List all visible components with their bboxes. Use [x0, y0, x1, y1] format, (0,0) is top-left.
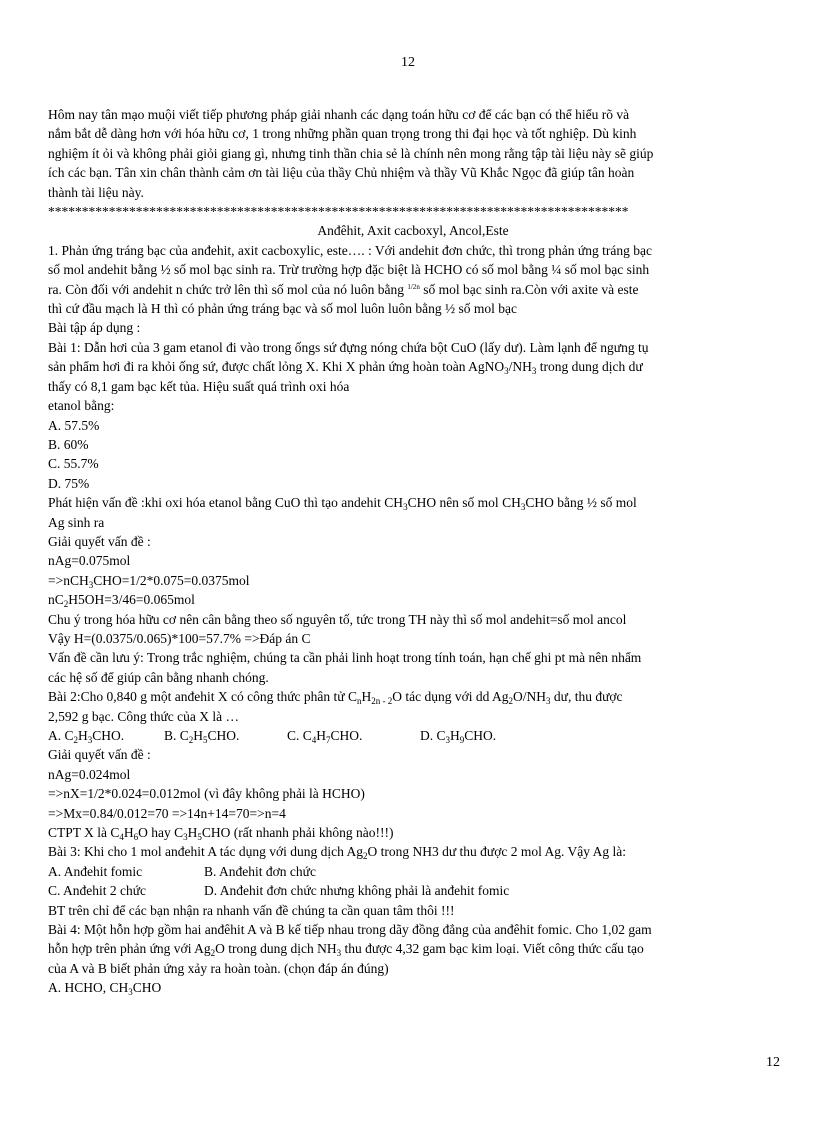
bai2-solution: =>nX=1/2*0.024=0.012mol (vì đây không phải là HCHO): [48, 786, 365, 802]
bai1-result: Vậy H=(0.0375/0.065)*100=57.7% =>Đáp án C: [48, 630, 311, 646]
bai2-option-c: C. $C_4H_7CHO$.: [287, 728, 363, 745]
bai1-solution: $nC_2H5OH=3/46=0.065mol$: [48, 592, 195, 610]
page-number-bottom: 12: [766, 1055, 780, 1070]
page-number-top: 12: [401, 55, 415, 70]
bai1-option: A. 57.5%: [48, 417, 100, 433]
bai1-detect: Phát hiện vấn đề :khi oxi hóa etanol bằng CuO thì tạo andehit $CH_3CHO$ nên số mol $CH_3CHO$ bằng ½ số mol: [48, 495, 637, 513]
intro-line: nghiệm ít ỏi và không phải giỏi giang gì, nhưng tinh thần chia sẻ là chính nên mong rằng tập tài liệu này sẽ giúp: [48, 145, 654, 161]
rule-line: số mol andehit bằng ½ số mol bạc sinh ra. Trừ trường hợp đặc biệt là HCHO có số mol bằng ¼ số mol bạc sinh: [48, 262, 650, 278]
bai3-note: BT trên chỉ để các bạn nhận ra nhanh vấn đề chúng ta cần quan tâm thôi !!!: [48, 902, 455, 918]
rule-line: ra. Còn đối với andehit n chức trở lên thì số mol của nó luôn bằng $^{1/2n}$ số mol bạc sinh ra.Còn với axite và este: [48, 281, 639, 297]
bai2-line: 2,592 g bạc. Công thức của X là …: [48, 708, 240, 724]
separator: **************************************************************************************: [48, 204, 629, 220]
bai3-line: Bài 3: Khi cho 1 mol anđehit A tác dụng với dung dịch $Ag_2O$ trong NH3 dư thu được 2 mol Ag. Vậy Ag là:: [48, 844, 626, 862]
bai2-solution: =>Mx=0.84/0.012=70 =>14n+14=70=>n=4: [48, 805, 286, 821]
bai2-solution: CTPT X là $C_4H_6O$ hay $C_3H_5CHO$ (rất nhanh phải không nào!!!): [48, 825, 394, 843]
bai3-options: [48, 862, 778, 881]
bai2-solution: nAg=0.024mol: [48, 766, 131, 782]
bai2-solve-label: Giải quyết vấn đề :: [48, 747, 151, 763]
bai1-solve-label: Giải quyết vấn đề :: [48, 533, 151, 549]
bai1-option: C. 55.7%: [48, 456, 99, 472]
intro-line: Hôm nay tân mạo muội viết tiếp phương pháp giải nhanh các dạng toán hữu cơ để các bạn có thể hiểu rõ và: [48, 107, 630, 122]
bai3-option-b: B. Anđehit đơn chức: [204, 863, 316, 879]
bai2-option-d: D. $C_3H_9CHO$.: [420, 728, 497, 745]
intro-line: thành tài liệu này.: [48, 184, 144, 200]
bai1-solution: nAg=0.075mol: [48, 553, 131, 569]
apply-label: Bài tập áp dụng :: [48, 320, 141, 336]
bai1-line: Bài 1: Dẫn hơi của 3 gam etanol đi vào trong ốngs sứ đựng nóng chứa bột CuO (lấy dư). Làm lạnh để ngưng tụ: [48, 339, 649, 355]
intro-line: ích các bạn. Tân xin chân thành cảm ơn tài liệu của thầy Chủ nhiệm và thầy Vũ Khắc Ngọc đã giúp tân hoàn: [48, 165, 635, 181]
bai4-line: Bài 4: Một hỗn hợp gồm hai anđêhit A và B kế tiếp nhau trong dãy đồng đẳng của anđêhit fomic. Cho 1,02 gam: [48, 922, 652, 938]
bai1-tip: Vấn đề cần lưu ý: Trong trắc nghiệm, chúng ta cần phải linh hoạt trong tính toán, hạn chế ghi pt mà nên nhẩm: [48, 650, 642, 666]
bai2-options: [48, 726, 778, 745]
bai3-option-d: D. Anđehit đơn chức nhưng không phải là anđehit fomic: [204, 883, 510, 899]
bai1-line: etanol bằng:: [48, 398, 115, 414]
section-title: Anđêhit, Axit cacboxyl, Ancol,Este: [317, 223, 509, 239]
bai3-options: [48, 881, 778, 900]
bai1-option: D. 75%: [48, 475, 90, 491]
bai1-line: sản phẩm hơi đi ra khỏi ống sứ, được chất lỏng X. Khi X phản ứng hoàn toàn $AgNO_3/NH_3$ trong dung dịch dư: [48, 359, 643, 377]
bai4-line: hỗn hợp trên phản ứng với $Ag_2O$ trong dung dịch $NH_3$ thu được 4,32 gam bạc kim loại. Viết công thức cấu tạo: [48, 941, 644, 959]
bai2-option-a: A. $C_2H_3CHO$.: [48, 728, 125, 745]
bai1-note: Chu ý trong hóa hữu cơ nên cân bằng theo số nguyên tố, tức trong TH này thì số mol andehit=số mol ancol: [48, 611, 627, 627]
intro-line: nắm bắt dễ dàng hơn với hóa hữu cơ, 1 trong những phần quan trọng trong thi đại học và tốt nghiệp. Dù kinh: [48, 126, 637, 142]
bai1-solution: =>nCH$_3$CHO=1/2*0.075=0.0375mol: [48, 572, 250, 590]
bai2-line: Bài 2:Cho 0,840 g một anđehit X có công thức phân tử $C_nH_{2n - 2}O$ tác dụng với dd $Ag_2O/NH_3$ dư, thu được: [48, 689, 623, 707]
bai4-option-a: A. HCHO, $CH_3CHO$: [48, 980, 162, 998]
bai1-detect: Ag sinh ra: [48, 514, 105, 530]
rule-line: thì cứ đầu mạch là H thì có phản ứng tráng bạc và số mol luôn luôn bằng ½ số mol bạc: [48, 301, 518, 317]
bai3-option-a: A. Anđehit fomic: [48, 863, 143, 879]
bai1-line: thấy có 8,1 gam bạc kết tủa. Hiệu suất quá trình oxi hóa: [48, 378, 350, 394]
document-body: [48, 105, 778, 998]
bai1-option: B. 60%: [48, 436, 89, 452]
bai3-option-c: C. Anđehit 2 chức: [48, 883, 147, 899]
bai1-tip: các hệ số để giúp cân bằng nhanh chóng.: [48, 669, 269, 685]
bai2-option-b: B. $C_2H_5CHO$.: [164, 728, 240, 745]
rule-line: 1. Phản ứng tráng bạc của anđehit, axit cacboxylic, este…. : Với andehit đơn chức, thì trong phản ứng tráng bạc: [48, 242, 652, 258]
bai4-line: của A và B biết phản ứng xảy ra hoàn toàn. (chọn đáp án đúng): [48, 960, 389, 976]
